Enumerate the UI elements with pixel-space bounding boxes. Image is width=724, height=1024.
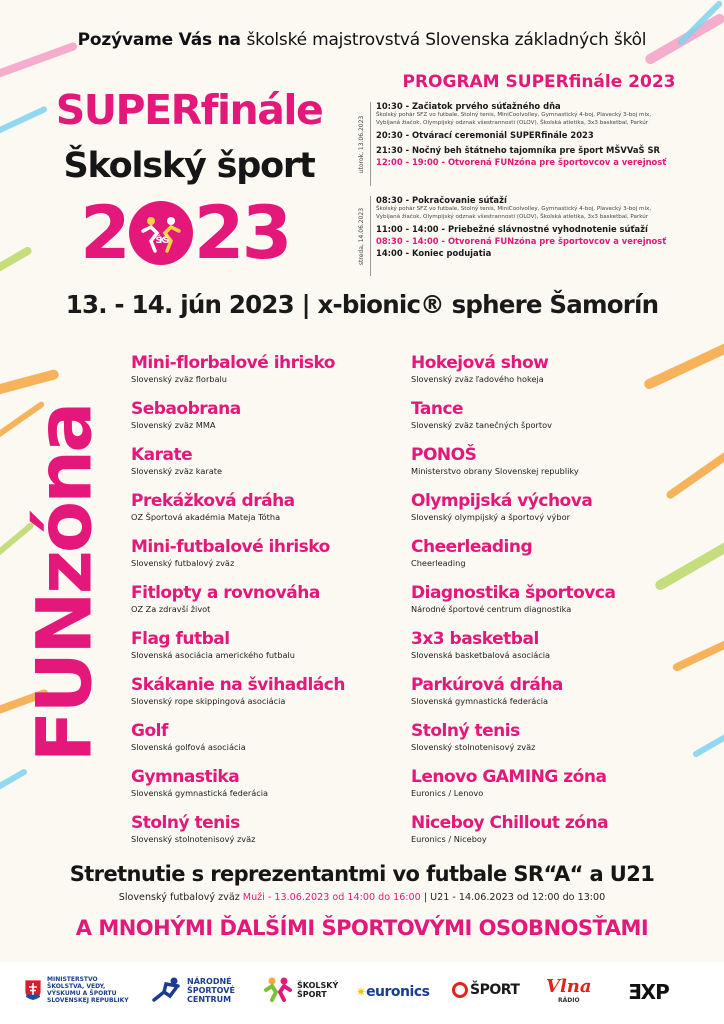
activity-organizer: OZ Za zdravší život bbox=[131, 604, 211, 614]
ministry-line: VÝSKUMU A ŠPORTU bbox=[47, 990, 117, 997]
program-item: 14:00 - Koniec podujatia bbox=[376, 248, 492, 258]
day-items bbox=[376, 194, 716, 259]
vlna-sub: RÁDIO bbox=[557, 997, 580, 1004]
sport-ring-icon bbox=[452, 982, 468, 998]
paint-stroke-decoration bbox=[0, 246, 33, 283]
partner-logos-footer bbox=[0, 962, 724, 1024]
funzona-activity bbox=[411, 352, 711, 398]
activities-left-column bbox=[131, 352, 431, 858]
activity-organizer: Euronics / Lenovo bbox=[411, 788, 484, 798]
meet-players-title: Stretnutie s reprezentantmi vo futbale SR“A“ a U21 bbox=[69, 862, 655, 886]
day-label: utorok, 13.06.2023 bbox=[358, 115, 366, 173]
program-item: 21:30 - Nočný beh štátneho tajomníka pre šport MŠVVaŠ SR bbox=[376, 145, 660, 155]
activity-name: Mini-futbalové ihrisko bbox=[131, 537, 330, 557]
activity-organizer: Slovenský zväz florbalu bbox=[131, 374, 227, 384]
activity-organizer: OZ Športová akadémia Mateja Tótha bbox=[131, 512, 281, 522]
nsc-logo bbox=[150, 976, 235, 1004]
skolsky-sport-logo bbox=[262, 974, 338, 1006]
star-icon: ✷ bbox=[356, 985, 367, 999]
funzona-activity bbox=[411, 582, 711, 628]
funzona-activity bbox=[131, 444, 431, 490]
funzona-activity bbox=[411, 674, 711, 720]
activity-name: Karate bbox=[131, 445, 193, 465]
hero-subtitle: Školský šport bbox=[63, 146, 315, 186]
meet-players-schedule bbox=[0, 892, 724, 903]
meet-men-time: Muži - 13.06.2023 od 14:00 do 16:00 bbox=[242, 892, 421, 903]
ministry-line: SLOVENSKEJ REPUBLIKY bbox=[47, 997, 129, 1004]
sport-text: ŠPORT bbox=[470, 982, 520, 998]
activity-organizer: Slovenská basketbalová asociácia bbox=[411, 650, 551, 660]
activity-organizer: Slovenská gymnastická federácia bbox=[411, 696, 549, 706]
program-item-highlight: 08:30 - 14:00 - Otvorená FUNzóna pre športovcov a verejnosť bbox=[376, 236, 667, 246]
activity-organizer: Cheerleading bbox=[411, 558, 466, 568]
program-item-detail: Vybíjaná žiačok, Olympijský odznak všestrannosti (OLOV), Školská atletika, 3x3 basketbal, Parkúr bbox=[376, 213, 649, 220]
ministry-line: MINISTERSTVO bbox=[47, 976, 98, 983]
vlna-text: Vlna bbox=[546, 976, 592, 997]
activity-name: Tance bbox=[411, 399, 464, 419]
ministry-line: ŠKOLSTVA, VEDY, bbox=[47, 983, 106, 990]
running-figure-icon bbox=[150, 976, 184, 1004]
exp-text: ƎXP bbox=[628, 980, 669, 1004]
activity-name: 3x3 basketbal bbox=[411, 629, 539, 649]
paint-stroke-decoration bbox=[0, 768, 28, 798]
activity-name: Prekážková dráha bbox=[131, 491, 295, 511]
activity-organizer: Ministerstvo obrany Slovenskej republiky bbox=[411, 466, 579, 476]
program-title: PROGRAM SUPERfinále 2023 bbox=[402, 72, 676, 92]
date-venue-line: 13. - 14. jún 2023 | x-bionic® sphere Šamorín bbox=[65, 290, 659, 319]
activity-name: Cheerleading bbox=[411, 537, 533, 557]
funzona-activity bbox=[131, 720, 431, 766]
activity-organizer: Slovenská gymnastická federácia bbox=[131, 788, 269, 798]
year-digits-right: 23 bbox=[193, 190, 290, 276]
program-day-1 bbox=[356, 100, 716, 188]
funzona-activity bbox=[411, 398, 711, 444]
activity-name: Hokejová show bbox=[411, 353, 549, 373]
euronics-text: euronics bbox=[366, 984, 430, 1000]
activity-name: PONOŠ bbox=[411, 445, 477, 465]
invitation-bold: Pozývame Vás na bbox=[77, 30, 241, 50]
funzona-activity bbox=[411, 720, 711, 766]
activity-name: Gymnastika bbox=[131, 767, 240, 787]
activity-name: Sebaobrana bbox=[131, 399, 241, 419]
program-day-2 bbox=[356, 194, 716, 278]
activity-name: Skákanie na švihadlách bbox=[131, 675, 345, 695]
activity-name: Stolný tenis bbox=[131, 813, 240, 833]
invitation-line bbox=[0, 30, 724, 50]
funzona-activity bbox=[131, 766, 431, 812]
funzona-activity bbox=[131, 812, 431, 858]
day-label: streda, 14.06.2023 bbox=[358, 207, 366, 265]
slovak-coat-of-arms-icon bbox=[24, 979, 42, 1001]
hero-year bbox=[80, 188, 289, 278]
skolsky-sport-figures-icon bbox=[262, 974, 294, 1006]
program-item: 20:30 - Otvárací ceremoniál SUPERfinále 2023 bbox=[376, 130, 594, 140]
program-item: 08:30 - Pokračovanie súťaží bbox=[376, 195, 507, 205]
activity-organizer: Euronics / Niceboy bbox=[411, 834, 487, 844]
day-items bbox=[376, 100, 716, 168]
ministry-logo bbox=[24, 976, 129, 1004]
activity-organizer: Slovenský rope skippingová asociácia bbox=[131, 696, 286, 706]
funzona-activity bbox=[131, 352, 431, 398]
funzona-title: FUNzóna bbox=[19, 403, 109, 763]
activities-right-column bbox=[411, 352, 711, 858]
meet-u21-time: | U21 - 14.06.2023 od 12:00 do 13:00 bbox=[423, 892, 606, 903]
program-item: 10:30 - Začiatok prvého súťažného dňa bbox=[376, 101, 561, 111]
funzona-activity bbox=[411, 490, 711, 536]
activity-name: Golf bbox=[131, 721, 168, 741]
year-digit-left: 2 bbox=[80, 190, 128, 276]
day-divider bbox=[370, 102, 371, 186]
nsc-line: ŠPORTOVÉ bbox=[187, 985, 235, 995]
program-item-detail: Vybíjaná žiačok, Olympijský odznak všestrannosti (OLOV), Školská atletika, 3x3 basketbal, Parkúr bbox=[376, 119, 649, 126]
activity-name: Flag futbal bbox=[131, 629, 230, 649]
funzona-activity bbox=[411, 812, 711, 858]
nsc-line: NÁRODNÉ bbox=[187, 976, 232, 986]
athlete-figures-icon bbox=[137, 209, 185, 257]
activity-organizer: Slovenský zväz ľadového hokeja bbox=[411, 374, 544, 384]
activity-name: Olympijská výchova bbox=[411, 491, 593, 511]
funzona-activity bbox=[131, 398, 431, 444]
funzona-activity bbox=[411, 444, 711, 490]
funzona-activity bbox=[131, 628, 431, 674]
funzona-activity bbox=[411, 766, 711, 812]
funzona-activity bbox=[411, 536, 711, 582]
activity-name: Stolný tenis bbox=[411, 721, 520, 741]
activity-name: Mini-florbalové ihrisko bbox=[131, 353, 335, 373]
activity-organizer: Slovenský futbalový zväz bbox=[131, 558, 235, 568]
activity-organizer: Slovenský stolnotenisový zväz bbox=[131, 834, 256, 844]
day-divider bbox=[370, 196, 371, 276]
activity-organizer: Slovenský stolnotenisový zväz bbox=[411, 742, 536, 752]
skolsky-line: ŠPORT bbox=[297, 990, 327, 999]
funzona-activity bbox=[131, 582, 431, 628]
nsc-line: CENTRUM bbox=[187, 994, 232, 1004]
activity-organizer: Slovenský zväz karate bbox=[131, 466, 223, 476]
funzona-activity bbox=[411, 628, 711, 674]
skolsky-line: ŠKOLSKÝ bbox=[297, 981, 339, 990]
activity-organizer: Slovenská asociácia amerického futbalu bbox=[131, 650, 295, 660]
program-item-detail: Školský pohár SFZ vo futbale, Stolný tenis, MiniCoolvolley, Gymnastický 4-boj, Plavecký 3-boj mix, bbox=[376, 112, 652, 118]
activity-name: Diagnostika športovca bbox=[411, 583, 616, 603]
funzona-activity bbox=[131, 490, 431, 536]
activity-name: Lenovo GAMING zóna bbox=[411, 767, 607, 787]
invitation-rest: školské majstrovstvá Slovenska základných škôl bbox=[246, 30, 647, 50]
activity-name: Niceboy Chillout zóna bbox=[411, 813, 609, 833]
program-item-detail: Školský pohár SFZ vo futbale, Stolný tenis, MiniCoolvolley, Gymnastický 4-boj, Plavecký 3-boj mix, bbox=[376, 206, 652, 212]
other-athletes-line: A MNOHÝMI ĎALŠÍMI ŠPORTOVÝMI OSOBNOSŤAMI bbox=[75, 916, 649, 940]
activity-organizer: Slovenská golfová asociácia bbox=[131, 742, 246, 752]
sksport-badge-logo bbox=[129, 201, 193, 265]
activity-name: Fitlopty a rovnováha bbox=[131, 583, 320, 603]
exp-logo bbox=[628, 980, 669, 1004]
program-item: 11:00 - 14:00 - Priebežné slávnostné vyhodnotenie súťaží bbox=[376, 224, 648, 234]
funzona-activity bbox=[131, 536, 431, 582]
meet-organizer: Slovenský futbalový zväz bbox=[118, 892, 240, 903]
radio-vlna-logo bbox=[546, 976, 592, 1004]
hero-title: SUPERfinále bbox=[55, 86, 323, 134]
activity-organizer: Národné športové centrum diagnostika bbox=[411, 604, 572, 614]
euronics-logo bbox=[356, 984, 429, 1000]
funzona-activity bbox=[131, 674, 431, 720]
activity-organizer: Slovenský zväz tanečných športov bbox=[411, 420, 552, 430]
activity-organizer: Slovenský olympijský a športový výbor bbox=[411, 512, 570, 522]
sport-logo bbox=[452, 982, 519, 998]
svg-text:ŠKŠ: ŠKŠ bbox=[155, 236, 167, 246]
activity-name: Parkúrová dráha bbox=[411, 675, 563, 695]
activity-organizer: Slovenský zväz MMA bbox=[131, 420, 216, 430]
program-item-highlight: 12:00 - 19:00 - Otvorená FUNzóna pre športovcov a verejnosť bbox=[376, 157, 667, 167]
